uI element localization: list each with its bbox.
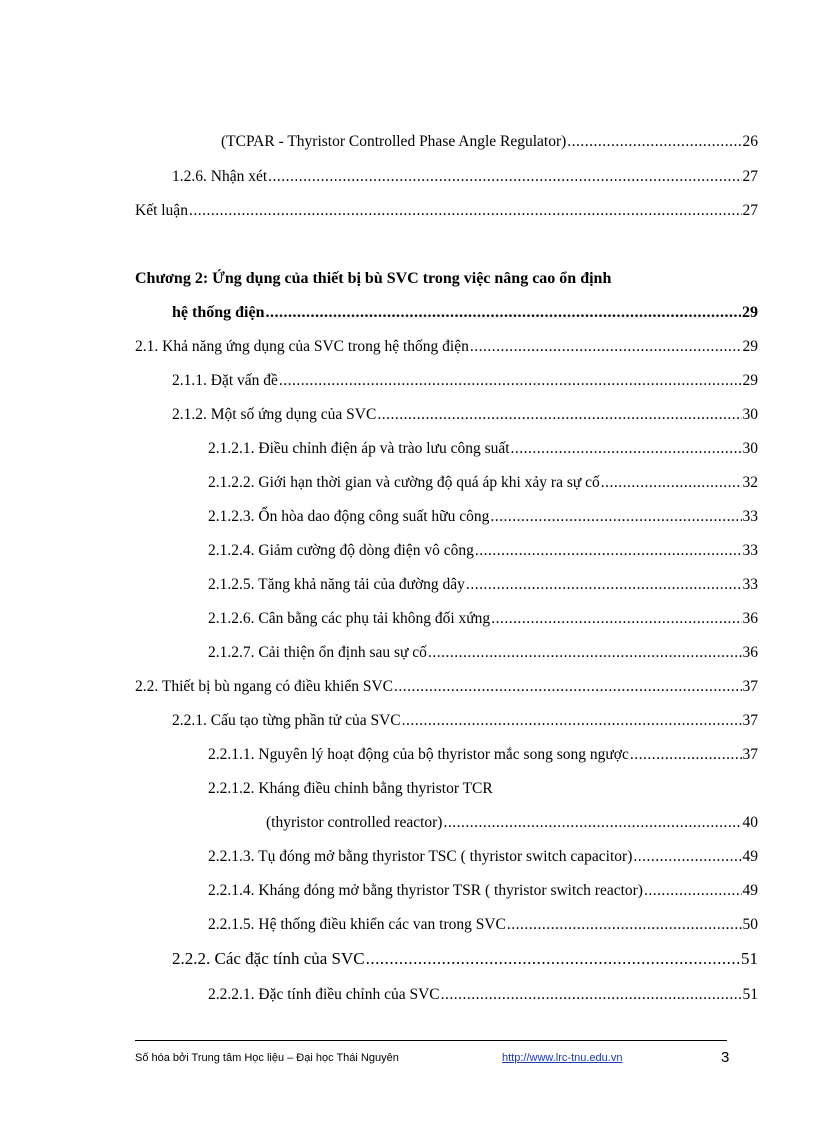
toc-entry-title: 2.2.1.4. Kháng đóng mở bằng thyristor TSR ( thyristor switch reactor) — [208, 882, 643, 899]
toc-page-number: 37 — [742, 712, 758, 729]
toc-page-number: 29 — [742, 338, 758, 355]
dot-leader — [377, 405, 741, 425]
toc-entry-title: 2.2.1.1. Nguyên lý hoạt động của bộ thyristor mắc song song ngược — [208, 746, 629, 763]
toc-entry[interactable] — [208, 915, 758, 935]
dot-leader — [466, 575, 742, 595]
chapter-heading-line1: Chương 2: Ứng dụng của thiết bị bù SVC trong việc nâng cao ổn định — [135, 270, 612, 287]
toc-entry-title: 2.2.1.2. Kháng điều chỉnh bằng thyristor TCR — [208, 780, 493, 797]
toc-page-number: 29 — [742, 372, 758, 389]
toc-page-number: 29 — [742, 304, 758, 321]
toc-entry-title: 2.2.1.3. Tụ đóng mở bằng thyristor TSC ( thyristor switch capacitor) — [208, 848, 633, 865]
toc-entry-title: hệ thống điện — [172, 304, 265, 321]
toc-page-number: 30 — [742, 406, 758, 423]
toc-page-number: 26 — [742, 133, 758, 150]
toc-entry[interactable] — [208, 609, 758, 629]
dot-leader — [601, 473, 742, 493]
toc-entry[interactable] — [221, 132, 758, 152]
dot-leader — [490, 507, 741, 527]
toc-entry[interactable] — [208, 575, 758, 595]
toc-entry[interactable] — [172, 371, 758, 391]
chapter-heading[interactable] — [135, 269, 758, 289]
toc-entry-title: 2.1.2.4. Giảm cường độ dòng điện vô công — [208, 542, 474, 559]
toc-entry-title: (thyristor controlled reactor) — [266, 814, 443, 831]
footer-text: Số hóa bởi Trung tâm Học liệu – Đại học Thái Nguyên — [135, 1052, 399, 1064]
toc-entry[interactable] — [208, 745, 758, 765]
toc-page-number: 51 — [741, 949, 758, 968]
dot-leader — [189, 201, 742, 221]
toc-page-number: 50 — [742, 916, 758, 933]
toc-page-number: 36 — [742, 610, 758, 627]
toc-entry-continued[interactable] — [266, 813, 758, 833]
toc-page-number: 37 — [742, 678, 758, 695]
toc-page-number: 49 — [742, 882, 758, 899]
toc-page-number: 49 — [742, 848, 758, 865]
dot-leader — [279, 371, 742, 391]
toc-entry[interactable] — [172, 711, 758, 731]
dot-leader — [470, 337, 742, 357]
toc-entry-title: 2.2.2. Các đặc tính của SVC — [172, 949, 365, 968]
toc-page-number: 33 — [742, 508, 758, 525]
page-number: 3 — [721, 1049, 730, 1066]
dot-leader — [402, 711, 742, 731]
toc-entry[interactable] — [172, 167, 758, 187]
toc-entry-title: 2.1.2.7. Cải thiện ổn định sau sự cố — [208, 644, 427, 661]
toc-entry-title: 2.2.1.5. Hệ thống điều khiển các van trong SVC — [208, 916, 506, 933]
dot-leader — [268, 167, 741, 187]
dot-leader — [491, 609, 741, 629]
dot-leader — [441, 985, 742, 1005]
dot-leader — [633, 847, 741, 867]
toc-entry[interactable] — [208, 643, 758, 663]
toc-entry-title: 2.1.2.3. Ổn hòa dao động công suất hữu công — [208, 508, 490, 525]
dot-leader — [507, 915, 742, 935]
toc-entry-title: 2.1.1. Đặt vấn đề — [172, 372, 278, 389]
toc-entry[interactable] — [208, 473, 758, 493]
footer-link[interactable]: http://www.lrc-tnu.edu.vn — [502, 1052, 623, 1064]
toc-entry[interactable] — [208, 779, 758, 799]
toc-entry[interactable] — [208, 847, 758, 867]
toc-page-number: 33 — [742, 542, 758, 559]
toc-page-number: 33 — [742, 576, 758, 593]
toc-page-number: 51 — [742, 986, 758, 1003]
toc-page-number: 27 — [742, 202, 758, 219]
toc-entry[interactable] — [135, 337, 758, 357]
dot-leader — [366, 949, 740, 969]
dot-leader — [630, 745, 742, 765]
toc-entry[interactable] — [208, 507, 758, 527]
dot-leader — [644, 881, 742, 901]
toc-entry[interactable] — [135, 677, 758, 697]
toc-entry-title: 2.1.2.6. Cân bằng các phụ tải không đối xứng — [208, 610, 491, 627]
toc-entry-title: 2.2.2.1. Đặc tính điều chỉnh của SVC — [208, 986, 440, 1003]
dot-leader — [475, 541, 742, 561]
toc-entry-title: 2.1.2.1. Điều chỉnh điện áp và trào lưu công suất — [208, 440, 510, 457]
toc-entry[interactable] — [172, 949, 758, 969]
toc-page-number: 40 — [742, 814, 758, 831]
toc-page-number: 37 — [742, 746, 758, 763]
toc-entry-title: 2.1.2. Một số ứng dụng của SVC — [172, 406, 377, 423]
toc-entry-title: 2.1.2.5. Tăng khả năng tải của đường dây — [208, 576, 465, 593]
toc-entry-title: 2.2. Thiết bị bù ngang có điều khiển SVC — [135, 678, 394, 695]
toc-entry-title: 2.1. Khả năng ứng dụng của SVC trong hệ thống điện — [135, 338, 469, 355]
toc-page-number: 32 — [742, 474, 758, 491]
toc-page-number: 30 — [742, 440, 758, 457]
dot-leader — [265, 303, 741, 323]
footer-divider — [135, 1040, 727, 1041]
toc-entry-title: Kết luận — [135, 202, 188, 219]
toc-entry-title: 1.2.6. Nhận xét — [172, 168, 268, 185]
dot-leader — [567, 132, 741, 152]
chapter-heading-continued[interactable] — [172, 303, 758, 323]
dot-leader — [428, 643, 742, 663]
toc-entry[interactable] — [172, 405, 758, 425]
toc-entry[interactable] — [208, 439, 758, 459]
dot-leader — [394, 677, 741, 697]
toc-entry-title: (TCPAR - Thyristor Controlled Phase Angle Regulator) — [221, 133, 567, 150]
toc-entry[interactable] — [208, 985, 758, 1005]
dot-leader — [511, 439, 742, 459]
toc-entry[interactable] — [208, 541, 758, 561]
dot-leader — [443, 813, 741, 833]
toc-page-number: 36 — [742, 644, 758, 661]
toc-page-number: 27 — [742, 168, 758, 185]
toc-entry[interactable] — [208, 881, 758, 901]
toc-entry[interactable] — [135, 201, 758, 221]
toc-entry-title: 2.2.1. Cấu tạo từng phần tử của SVC — [172, 712, 401, 729]
toc-entry-title: 2.1.2.2. Giới hạn thời gian và cường độ quá áp khi xảy ra sự cố — [208, 474, 600, 491]
